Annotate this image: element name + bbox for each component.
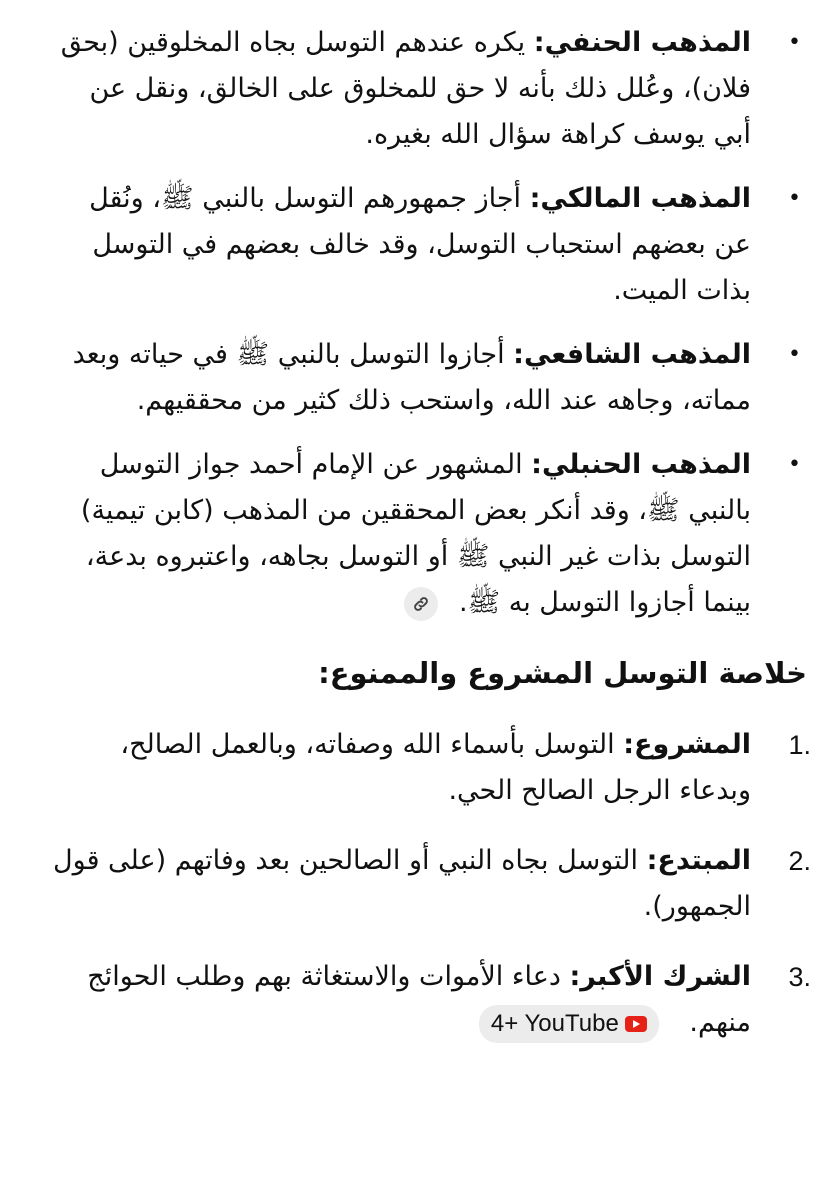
summary-item-lawful (44, 722, 811, 814)
item-term: المذهب المالكي: (529, 183, 751, 214)
madhhab-list (44, 20, 811, 626)
item-text: أجاز جمهورهم التوسل بالنبي ﷺ، ونُقل عن بعضهم استحباب التوسل، وقد خالف بعضهم في التوسل بذات الميت. (89, 183, 751, 306)
list-item-maliki (44, 176, 811, 314)
item-term: الشرك الأكبر: (569, 961, 751, 992)
list-item-shafii (44, 332, 811, 424)
item-term: المبتدع: (646, 845, 751, 876)
item-number: 3. (788, 962, 811, 992)
item-text: أجازوا التوسل بالنبي ﷺ في حياته وبعد مماته، وجاهه عند الله، واستحب ذلك كثير من محققيهم. (72, 339, 751, 416)
bullet-icon: • (788, 30, 801, 55)
item-text: يكره عندهم التوسل بجاه المخلوقين (بحق فلان)، وعُلل ذلك بأنه لا حق للمخلوق على الخالق، ونقل عن أبي يوسف كراهة سؤال الله بغيره. (60, 27, 751, 150)
bullet-icon: • (788, 452, 801, 477)
item-text: التوسل بجاه النبي أو الصالحين بعد وفاتهم (على قول الجمهور). (53, 845, 751, 922)
list-item-hanbali (44, 442, 811, 626)
item-term: المذهب الحنبلي: (531, 449, 751, 480)
youtube-chip-label: 4+ YouTube (490, 1009, 619, 1037)
item-number: 1. (788, 730, 811, 760)
list-item-hanafi (44, 20, 811, 158)
item-number: 2. (788, 846, 811, 876)
item-term: المذهب الشافعي: (513, 339, 751, 370)
item-term: المشروع: (623, 729, 751, 760)
item-text: التوسل بأسماء الله وصفاته، وبالعمل الصالح، وبدعاء الرجل الصالح الحي. (120, 729, 751, 806)
summary-list (44, 722, 811, 1046)
citation-link-button[interactable] (404, 587, 438, 621)
bullet-icon: • (788, 186, 801, 211)
item-term: المذهب الحنفي: (533, 27, 751, 58)
item-text: دعاء الأموات والاستغاثة بهم وطلب الحوائج منهم. (87, 961, 751, 1038)
link-icon (412, 595, 430, 613)
youtube-icon (625, 1016, 647, 1032)
summary-item-major-shirk (44, 954, 811, 1046)
youtube-sources-button[interactable] (479, 1005, 659, 1043)
summary-heading: خلاصة التوسل المشروع والممنوع: (318, 656, 807, 690)
summary-item-innovation (44, 838, 811, 930)
item-text: المشهور عن الإمام أحمد جواز التوسل بالنبي ﷺ، وقد أنكر بعض المحققين من المذهب (كابن تيمية) التوسل بذات غير النبي ﷺ أو التوسل بجاهه، واعتبروه بدعة، بينما أجازوا التوسل به ﷺ. (80, 449, 751, 618)
bullet-icon: • (788, 342, 801, 367)
